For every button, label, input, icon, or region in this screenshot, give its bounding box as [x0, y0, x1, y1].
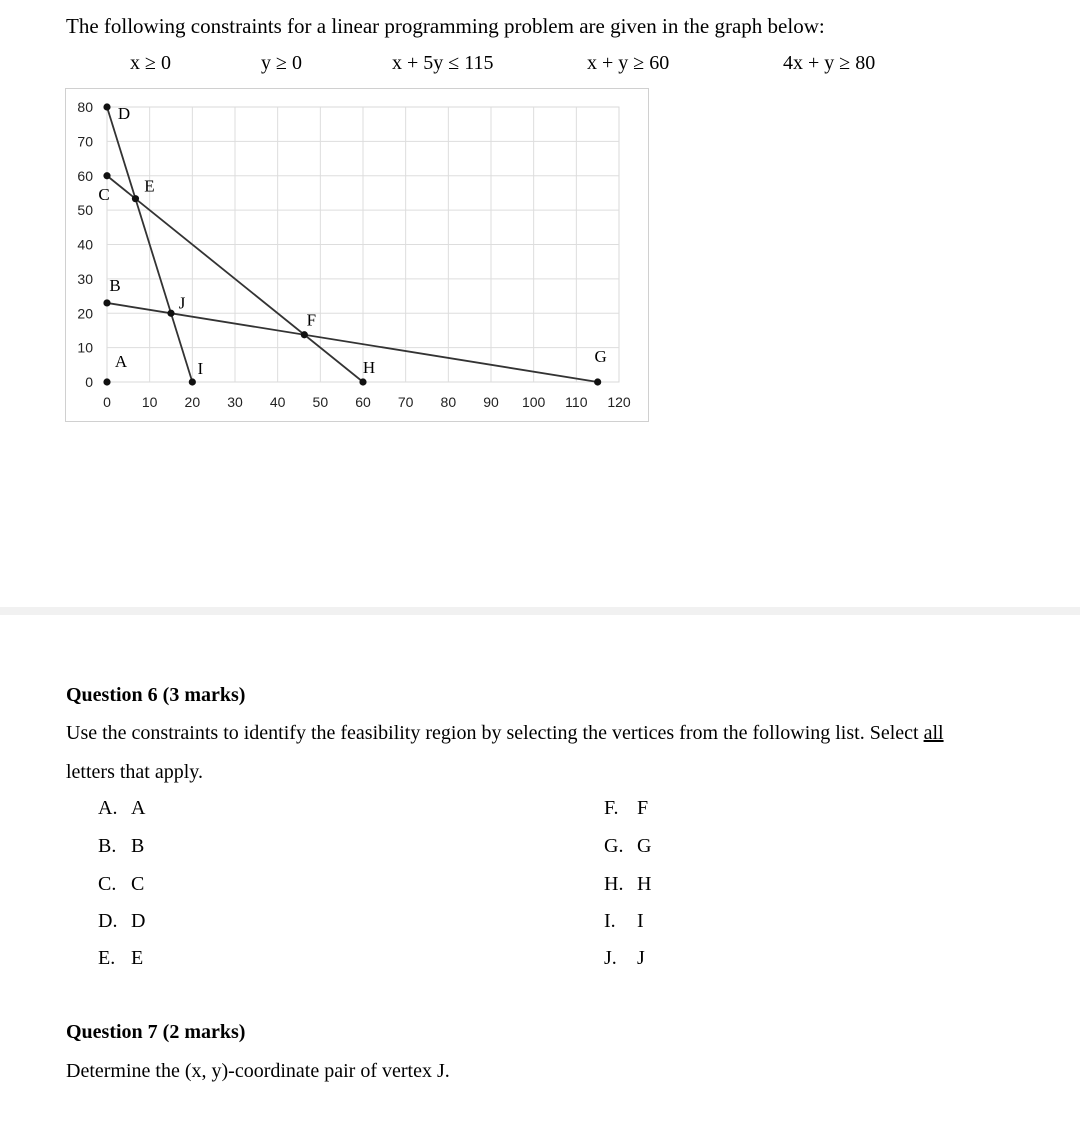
x-tick-label: 50 — [312, 394, 329, 410]
vertex-h-dot — [359, 378, 366, 385]
y-tick-label: 70 — [77, 133, 93, 150]
vertex-g-dot — [594, 378, 601, 385]
vertex-c-dot — [103, 172, 110, 179]
option-value: C — [131, 873, 145, 895]
option-b[interactable] — [98, 835, 144, 858]
constraint-y-nonneg: y ≥ 0 — [261, 52, 302, 74]
vertex-e-dot — [132, 195, 139, 202]
option-value: B — [131, 835, 145, 857]
option-i[interactable] — [604, 910, 644, 933]
question-6-title: Question 6 (3 marks) — [66, 684, 246, 706]
question-6-emphasis: all — [923, 722, 944, 744]
x-tick-label: 70 — [397, 394, 414, 410]
vertex-b-label: B — [109, 275, 121, 295]
vertex-e-label: E — [144, 176, 155, 196]
intro-text: The following constraints for a linear programming problem are given in the graph below: — [66, 14, 825, 38]
y-tick-label: 10 — [77, 339, 93, 356]
option-d[interactable] — [98, 910, 145, 933]
option-a[interactable] — [98, 797, 145, 820]
option-g[interactable] — [604, 835, 651, 858]
option-letter: H. — [604, 873, 624, 895]
y-tick-label: 20 — [77, 305, 93, 322]
vertex-g-label: G — [594, 347, 607, 366]
option-value: H — [637, 873, 652, 895]
vertex-i-label: I — [197, 359, 204, 378]
option-value: F — [637, 797, 649, 819]
question-6-text-start: Use the constraints to identify the feasibility region by selecting the vertices from the following list. Select — [66, 722, 924, 744]
option-letter: F. — [604, 797, 619, 819]
constraint-4x-y: 4x + y ≥ 80 — [783, 52, 876, 74]
question-7-text: Determine the (x, y)-coordinate pair of vertex J. — [66, 1060, 450, 1082]
y-tick-label: 30 — [77, 270, 93, 287]
y-tick-label: 60 — [77, 167, 93, 184]
option-value: I — [637, 910, 644, 932]
graph-frame — [65, 88, 649, 422]
vertex-b-dot — [103, 299, 110, 306]
constraint-x-5y: x + 5y ≤ 115 — [392, 52, 494, 74]
y-tick-label: 40 — [77, 236, 93, 253]
constraint-x-y: x + y ≥ 60 — [587, 52, 670, 74]
vertex-c-label: C — [98, 184, 110, 204]
option-value: A — [131, 797, 146, 819]
constraint-x-nonneg: x ≥ 0 — [130, 52, 171, 74]
option-letter: G. — [604, 835, 624, 857]
question-7-title: Question 7 (2 marks) — [66, 1021, 246, 1043]
vertex-d-dot — [103, 103, 110, 110]
option-value: E — [131, 947, 144, 969]
x-tick-label: 120 — [607, 394, 631, 410]
x-tick-label: 100 — [521, 394, 546, 410]
x-tick-label: 80 — [440, 394, 457, 410]
option-letter: A. — [98, 797, 118, 819]
option-value: D — [131, 910, 146, 932]
y-tick-label: 0 — [85, 374, 93, 390]
question-6-text-line2: letters that apply. — [66, 761, 203, 783]
question-6-text — [66, 722, 944, 745]
y-tick-label: 80 — [77, 99, 93, 115]
x-tick-label: 90 — [483, 394, 499, 410]
x-tick-label: 60 — [355, 394, 371, 410]
option-letter: C. — [98, 873, 117, 895]
x-tick-label: 40 — [269, 394, 286, 410]
vertex-i-dot — [189, 378, 196, 385]
option-letter: E. — [98, 947, 116, 969]
option-h[interactable] — [604, 873, 651, 896]
option-letter: B. — [98, 835, 117, 857]
option-letter: I. — [604, 910, 616, 932]
x-tick-label: 20 — [184, 394, 201, 410]
option-e[interactable] — [98, 947, 143, 970]
y-tick-label: 50 — [77, 202, 93, 219]
vertex-j-label: J — [178, 293, 186, 313]
section-divider — [0, 607, 1080, 615]
vertex-f-dot — [301, 331, 308, 338]
vertex-j-dot — [167, 310, 174, 317]
vertex-a-label: A — [114, 352, 128, 371]
option-letter: D. — [98, 910, 118, 932]
option-j[interactable] — [604, 947, 645, 970]
x-tick-label: 10 — [141, 394, 158, 410]
x-tick-label: 110 — [565, 394, 588, 410]
vertex-h-label: H — [362, 358, 376, 377]
option-c[interactable] — [98, 873, 144, 896]
option-f[interactable] — [604, 797, 648, 820]
option-value: J — [637, 947, 645, 969]
option-value: G — [637, 835, 652, 857]
vertex-a-dot — [103, 378, 110, 385]
x-tick-label: 0 — [103, 394, 111, 410]
feasibility-graph — [66, 89, 650, 423]
vertex-d-label: D — [117, 104, 131, 123]
x-tick-label: 30 — [227, 394, 243, 410]
option-letter: J. — [604, 947, 617, 969]
vertex-f-label: F — [306, 310, 317, 330]
